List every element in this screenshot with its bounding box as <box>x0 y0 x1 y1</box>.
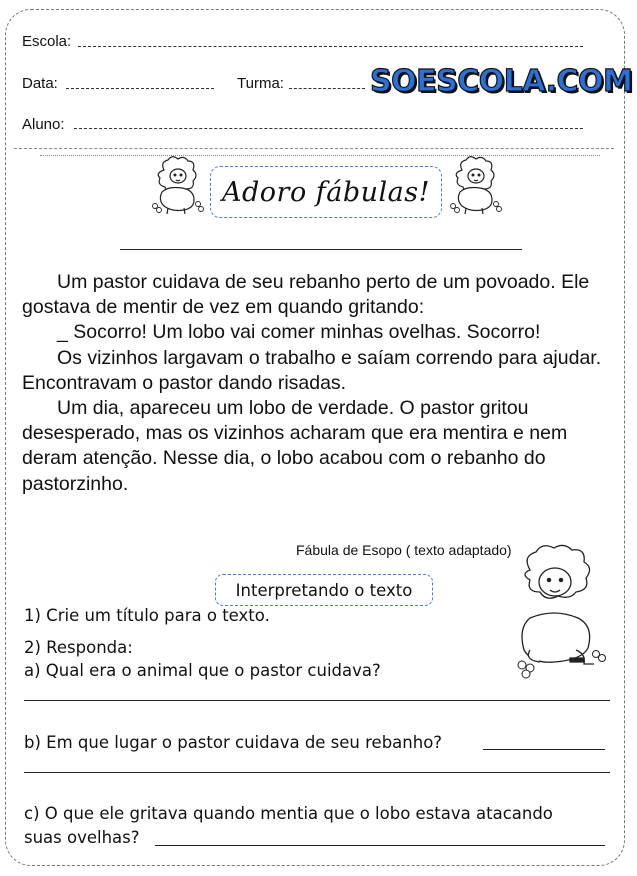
class-label: Turma: <box>237 75 284 92</box>
student-field[interactable] <box>74 128 583 129</box>
answer-line-2c[interactable] <box>155 845 605 846</box>
story-paragraph: Os vizinhos largavam o trabalho e saíam correndo para ajudar. Encontravam o pastor dando risadas. <box>22 346 602 394</box>
question-2c-continued: suas ovelhas? <box>24 828 140 847</box>
question-2c: c) O que ele gritava quando mentia que o lobo estava atacando <box>24 804 553 823</box>
title-box <box>210 166 442 218</box>
question-2: 2) Responda: <box>24 638 133 657</box>
answer-line-2b[interactable] <box>24 772 610 773</box>
date-field[interactable] <box>66 88 214 89</box>
student-label: Aluno: <box>22 116 65 133</box>
site-logo: SOESCOLA.COM <box>370 64 633 99</box>
answer-line-2a[interactable] <box>24 700 610 701</box>
date-label: Data: <box>22 75 58 92</box>
school-label: Escola: <box>22 33 72 50</box>
story-paragraph: Um pastor cuidava de seu rebanho perto de um povoado. Ele gostava de mentir de vez em quando gritando: <box>22 271 590 319</box>
class-field[interactable] <box>289 88 365 89</box>
sheep-icon <box>500 540 610 680</box>
section-title-box <box>215 574 433 606</box>
question-2b: b) Em que lugar o pastor cuidava de seu rebanho? <box>24 733 443 752</box>
school-field[interactable] <box>78 46 583 47</box>
sheep-icon <box>150 156 206 218</box>
header-divider <box>14 148 614 149</box>
section-title: Interpretando o texto <box>235 580 413 600</box>
page-title: Adoro fábulas! <box>222 176 430 208</box>
answer-line-2b-inline[interactable] <box>483 749 605 750</box>
sheep-icon <box>448 156 504 218</box>
story-paragraph: _ Socorro! Um lobo vai comer minhas ovelhas. Socorro! <box>57 321 541 344</box>
question-2a: a) Qual era o animal que o pastor cuidava? <box>24 661 381 680</box>
story-source: Fábula de Esopo ( texto adaptado) <box>296 542 512 558</box>
header-divider-secondary <box>40 155 600 156</box>
story-paragraph: Um dia, apareceu um lobo de verdade. O pastor gritou desesperado, mas os vizinhos acharam que era mentira e nem deram atenção. Nesse dia, o lobo acabou com o rebanho do pastorzinho. <box>22 397 568 495</box>
story-text <box>22 270 622 497</box>
question-1: 1) Crie um título para o texto. <box>24 606 270 625</box>
title-answer-line[interactable] <box>120 249 522 250</box>
